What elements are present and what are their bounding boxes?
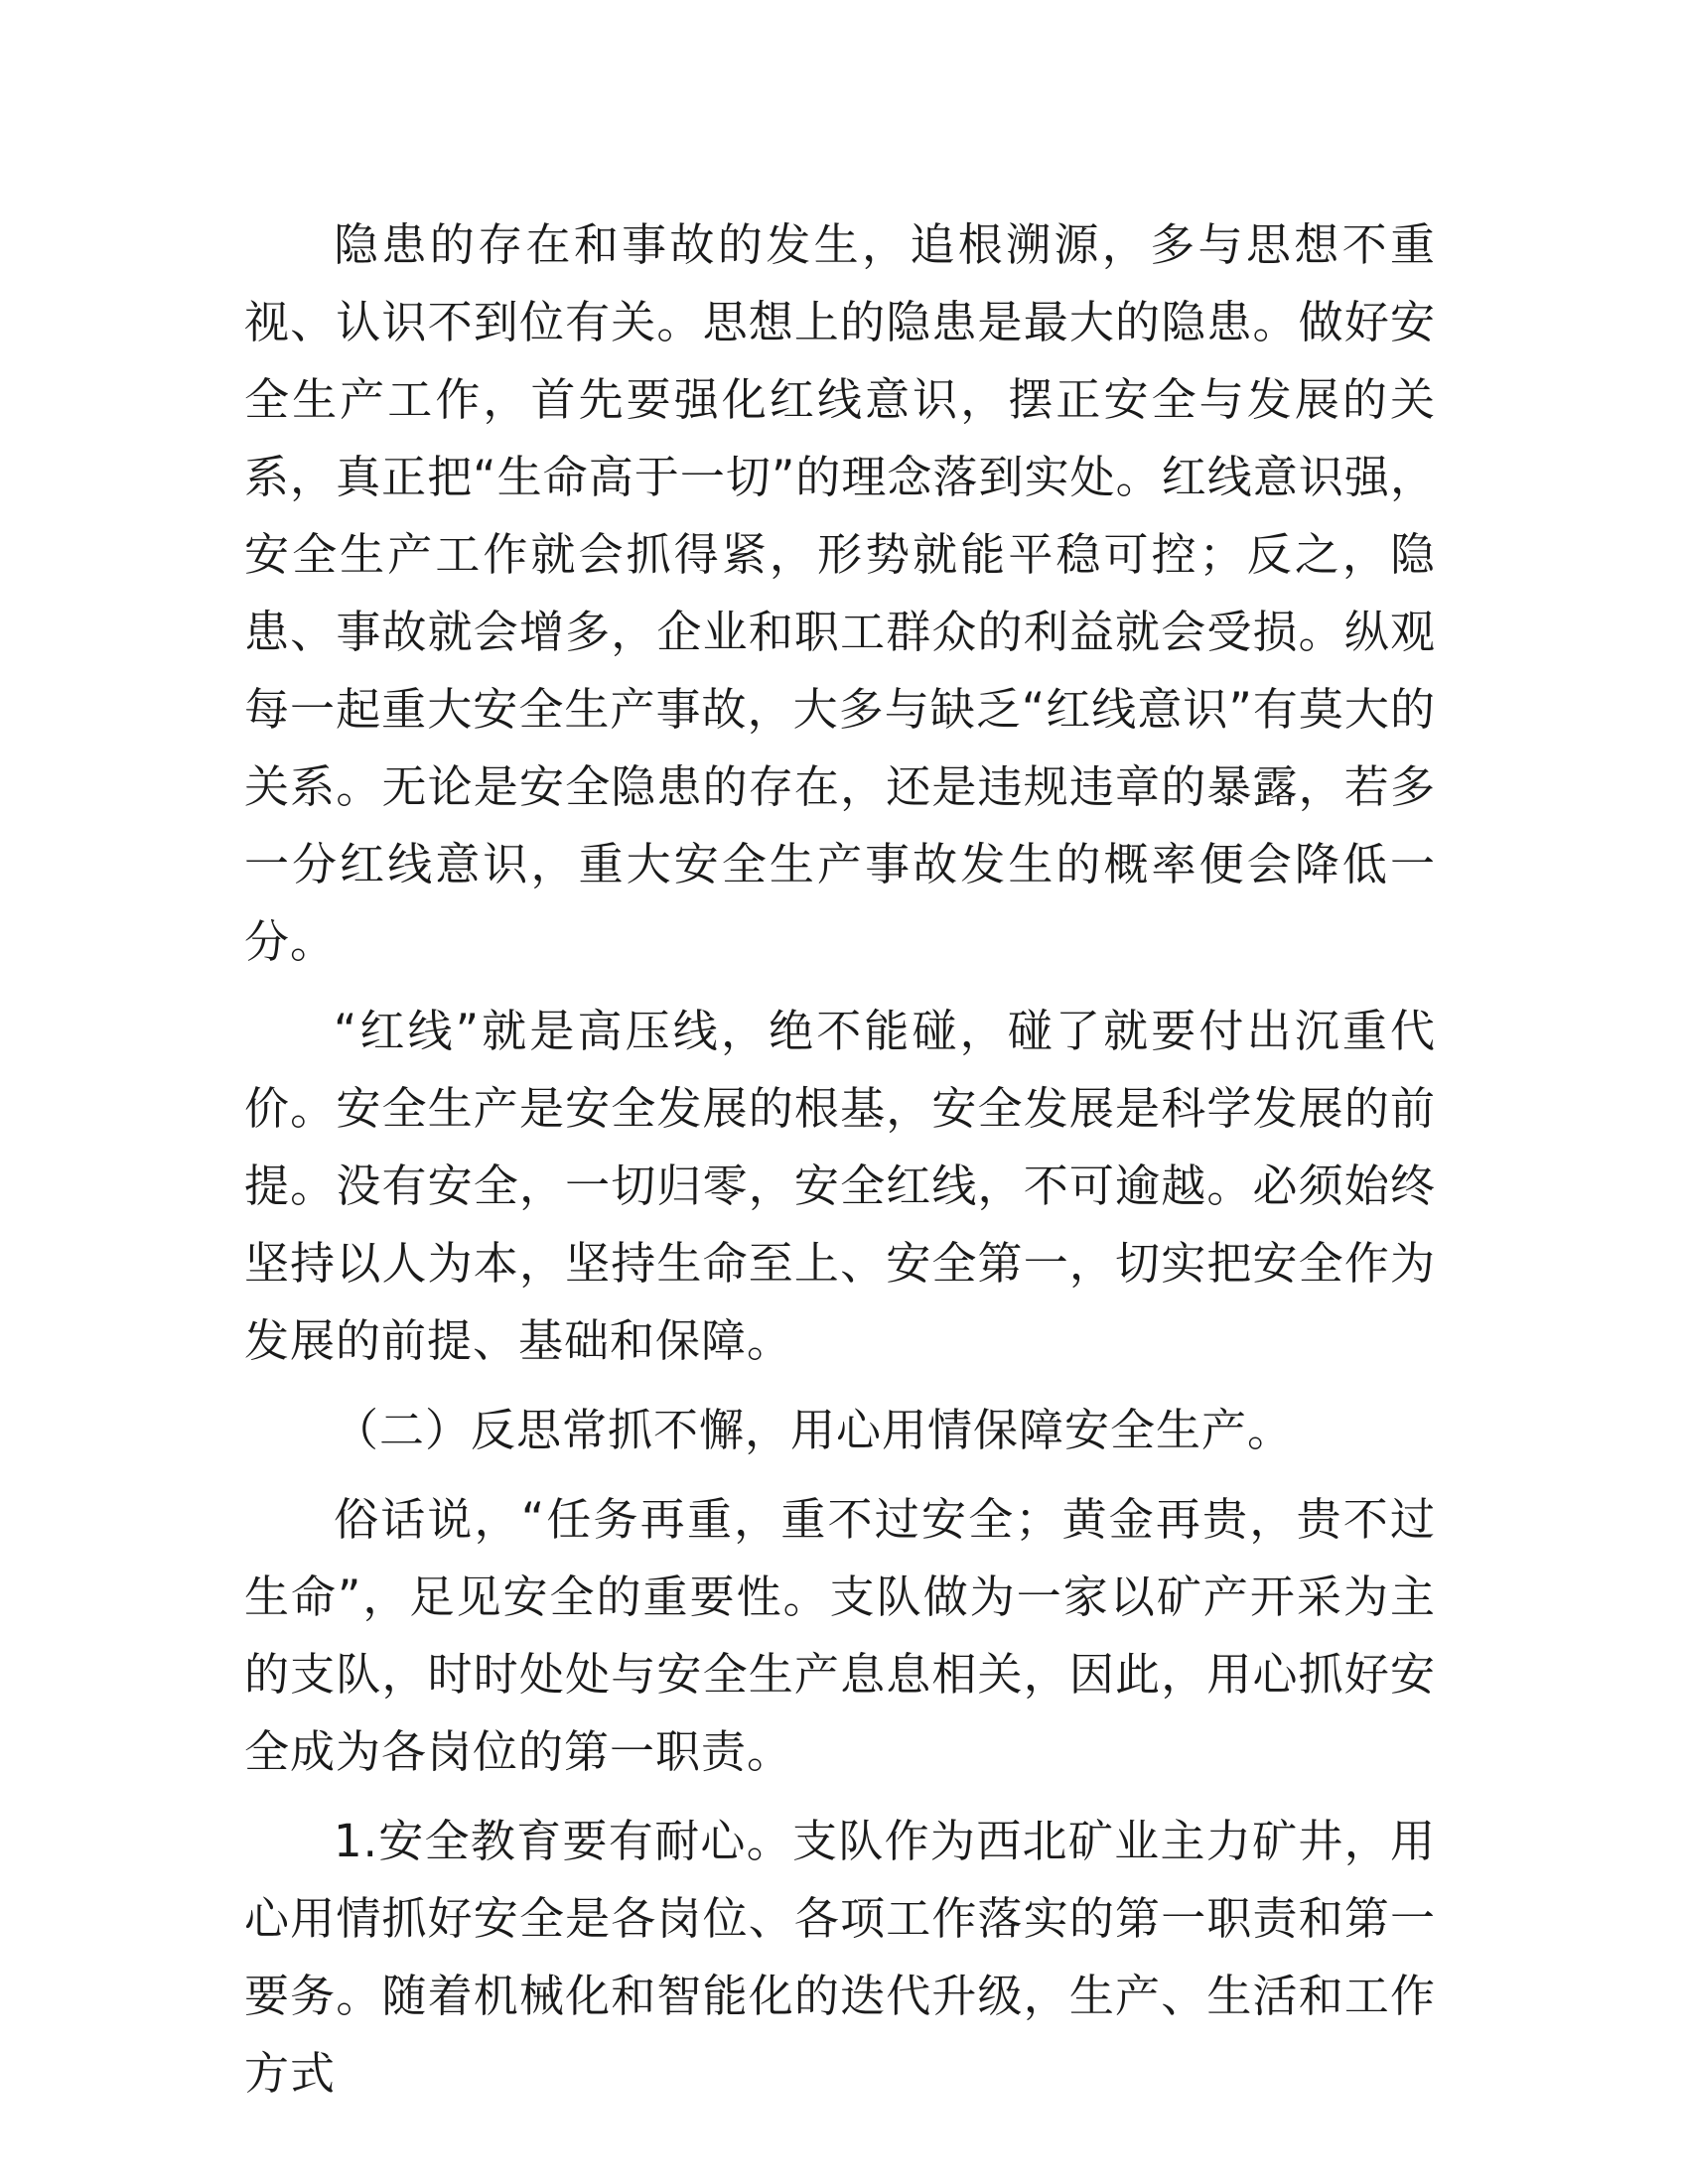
- paragraph-high-voltage-line: “红线”就是高压线，绝不能碰，碰了就要付出沉重代价。安全生产是安全发展的根基，安全发展是科学发展的前提。没有安全，一切归零，安全红线，不可逾越。必须始终坚持以人为本，坚持生命至上、安全第一，切实把安全作为发展的前提、基础和保障。: [244, 1005, 1436, 1367]
- document-body: [244, 206, 1436, 2113]
- paragraph-red-line-awareness: 隐患的存在和事故的发生，追根溯源，多与思想不重视、认识不到位有关。思想上的隐患是最大的隐患。做好安全生产工作，首先要强化红线意识，摆正安全与发展的关系，真正把“生命高于一切”的理念落到实处。红线意识强，安全生产工作就会抓得紧，形势就能平稳可控；反之，隐患、事故就会增多，企业和职工群众的利益就会受损。纵观每一起重大安全生产事故，大多与缺乏“红线意识”有莫大的关系。无论是安全隐患的存在，还是违规违章的暴露，若多一分红线意识，重大安全生产事故发生的概率便会降低一分。: [244, 218, 1436, 968]
- paragraph-saying: 俗话说，“任务再重，重不过安全；黄金再贵，贵不过生命”，足见安全的重要性。支队做为一家以矿产开采为主的支队，时时处处与安全生产息息相关，因此，用心抓好安全成为各岗位的第一职责。: [244, 1493, 1436, 1778]
- paragraph-safety-education: 1.安全教育要有耐心。支队作为西北矿业主力矿井，用心用情抓好安全是各岗位、各项工作落实的第一职责和第一要务。随着机械化和智能化的迭代升级，生产、生活和工作方式: [244, 1815, 1436, 2100]
- section-heading-2: （二）反思常抓不懈，用心用情保障安全生产。: [334, 1404, 1294, 1456]
